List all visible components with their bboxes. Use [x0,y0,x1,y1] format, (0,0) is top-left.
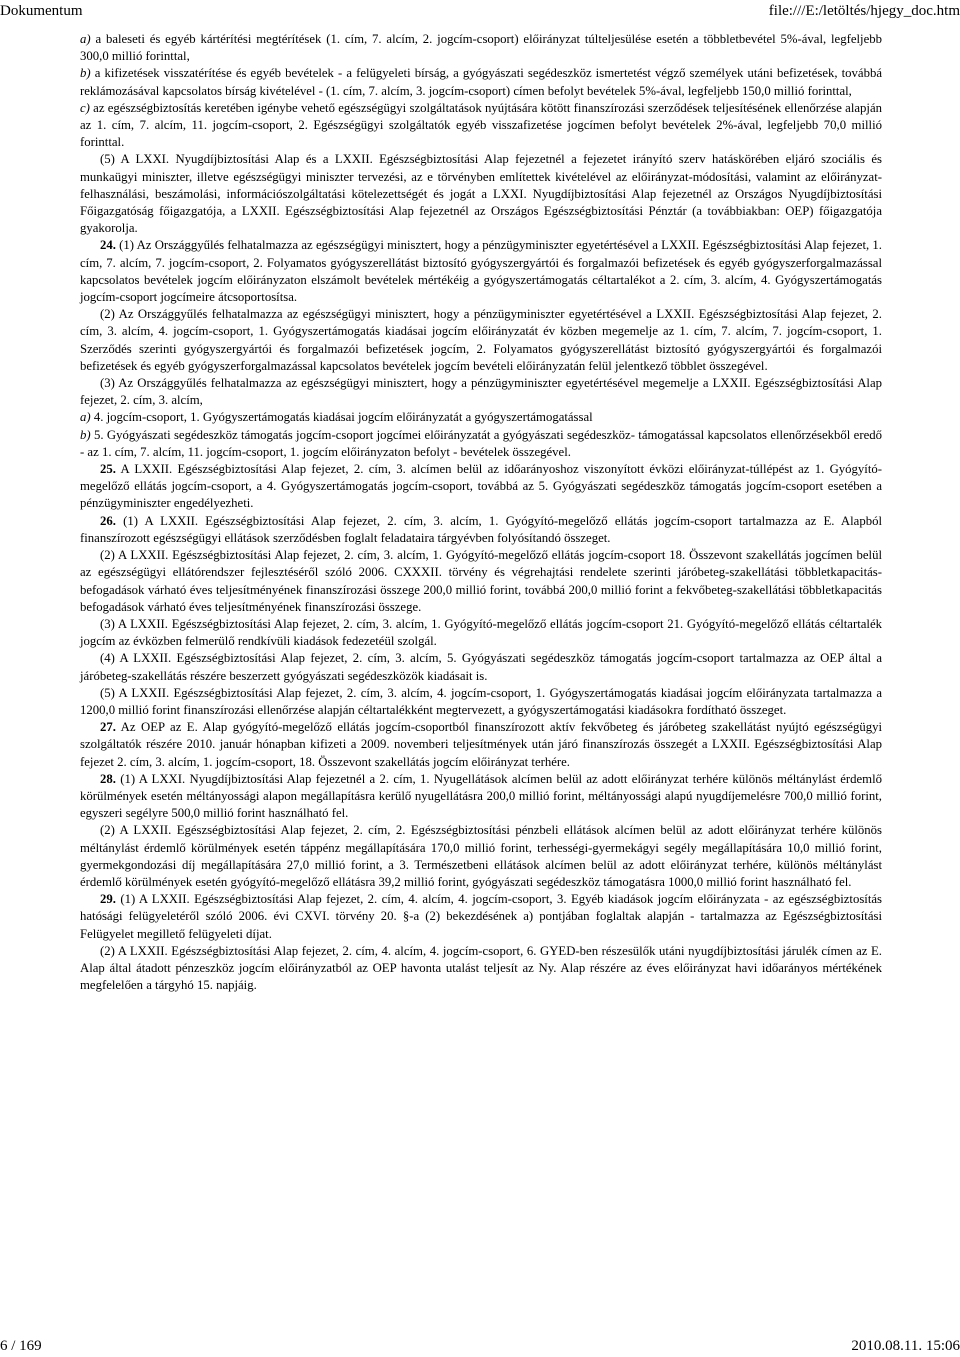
print-timestamp: 2010.08.11. 15:06 [851,1338,960,1354]
item-letter: b) [80,66,91,81]
section-paragraph: 25. A LXXII. Egészségbiztosítási Alap fejezet, 2. cím, 3. alcímen belül az időarányoshoz viszonyított évközi előirányzat-túllépést az 1. Gyógyító-megelőző ellátás jogcím-csoport, a 4. Gyógyszertámogatás jogcím-csoport, továbbá az 5. Gyógyászati segédeszköz támogatás jogcím-csoport esetében a pénzügyminiszter engedélyezheti. [80,462,882,511]
item-letter: a) [80,410,91,425]
document-body [80,31,882,994]
section-paragraph: 26. (1) A LXXII. Egészségbiztosítási Alap fejezet, 2. cím, 3. alcím, 1. Gyógyító-megelőző ellátás jogcím-csoport tartalmazza az E. Alapból finanszírozott egészségügyi ellátások szerződésben foglalt feladataira tárgyévben folyósítandó összeget. [80,513,882,545]
paragraph: c) az egészségbiztosítás keretében igénybe vehető egészségügyi szolgáltatások nyújtására kötött finanszírozási szerződések teljesítésének ellenőrzése alapján az 1. cím, 7. alcím, 11. jogcím-csoport, 2. Egészségügyi szolgáltatók egyéb visszafizetése jogcímen befolyt bevételek 2%-ával, legfeljebb 70,0 millió forinttal. [80,100,882,150]
section-number: 26. [100,513,116,528]
paragraph: (5) A LXXII. Egészségbiztosítási Alap fejezet, 2. cím, 3. alcím, 4. jogcím-csoport, 1. Gyógyszertámogatás kiadásai jogcím előirányzata tartalmazza a 1200,0 millió forint finanszírozási ellenőrzése alapján céltartalékként megtervezett, a gyógyszertámogatási kiadásokra fordítható összeget. [80,685,882,717]
paragraph: (2) Az Országgyűlés felhatalmazza az egészségügyi minisztert, hogy a pénzügyminiszter egyetértésével a LXXII. Egészségbiztosítási Alap fejezet, 2. cím, 3. alcím, 4. jogcím-csoport, 1. Gyógyszertámogatás kiadásai jogcím előirányzatát év közben megemelje az 1. cím, 7. alcím, 7. jogcím-csoport, 1. Szerződés szerinti gyógyszergyártói és forgalmazói befizetések jogcím, 2. Folyamatos gyógyszerellátást biztosító gyógyszergyártói és forgalmazói befizetések és egyéb gyógyszerforgalmazással kapcsolatos bevételek jogcím bevételi előirányzatán felül jelentkező többlet összegével. [80,307,882,373]
item-letter: c) [80,100,90,115]
paragraph: a) a baleseti és egyéb kártérítési megtérítések (1. cím, 7. alcím, 2. jogcím-csoport) előirányzat túlteljesülése esetén a többletbevétel 5%-ával, legfeljebb 300,0 millió forinttal, [80,32,882,64]
section-number: 29. [100,892,116,907]
page-counter: 6 / 169 [0,1338,42,1354]
section-number: 28. [100,771,116,786]
paragraph: (5) A LXXI. Nyugdíjbiztosítási Alap és a LXXII. Egészségbiztosítási Alap fejezetnél a fejezetet irányító szerv hatáskörében eljáró szociális és munkaügyi miniszter, illetve egészségügyi miniszter tervezési, az e törvényben említettek kivételével az előirányzat-módosítási, valamint az előirányzat-felhasználási, beszámolási, információszolgáltatási kötelezettségét és jogát a LXXI. Nyugdíjbiztosítási Alap fejezetnél az Országos Nyugdíjbiztosítási Főigazgatóság főigazgatója, a LXXII. Egészségbiztosítási Alap fejezetnél az Országos Egészségbiztosítási Pénztár (a továbbiakban: OEP) főigazgatója gyakorolja. [80,152,882,236]
item-letter: b) [80,427,91,442]
section-number: 27. [100,720,116,735]
paragraph: b) a kifizetések visszatérítése és egyéb bevételek - a felügyeleti bírság, a gyógyászati segédeszköz ismertetést végző személyek utáni befizetések, továbbá reklámozásával kapcsolatos bírság kivételével - (1. cím, 7. alcím, 3. jogcím-csoport) címen befolyt bevételek 5%-ával, legfeljebb 150,0 millió forinttal, [80,66,882,98]
document-label: Dokumentum [0,3,83,19]
browser-print-footer [0,1336,960,1356]
file-path: file:///E:/letöltés/hjegy_doc.htm [768,3,960,19]
paragraph: (2) A LXXII. Egészségbiztosítási Alap fejezet, 2. cím, 2. Egészségbiztosítási pénzbeli ellátások alcímen belül az adott előirányzat terhére különös méltánylást érdemlő körülmények esetén táppénz megállapítására 170,0 millió forint, terhességi-gyermekágyi segély megállapítására 10,0 millió forint, gyermekgondozási díj megállapítására 27,0 millió forint, a 3. Természetbeni ellátások alcímen belül az adott előirányzat terhére, különös méltánylást érdemlő körülmények esetén gyógyító-megelőző ellátásra 39,2 millió forint, gyógyászati segédeszköz támogatásra 1000,0 millió forint használható fel. [80,823,882,889]
section-paragraph: 24. (1) Az Országgyűlés felhatalmazza az egészségügyi minisztert, hogy a pénzügyminiszter egyetértésével a LXXII. Egészségbiztosítási Alap fejezet, 1. cím, 7. alcím, 7. jogcím-csoport, 2. Folyamatos gyógyszerellátást biztosító gyógyszergyártói és forgalmazói befizetések és egyéb gyógyszerforgalmazással kapcsolatos bevételek jogcím előirányzaton elszámolt bevételek mértékéig a gyógyszertámogatás céltartalékot a 2. cím, 3. alcím, 4. Gyógyszertámogatás jogcím-csoport jogcímeire átcsoportosítsa. [80,238,882,305]
paragraph: (3) Az Országgyűlés felhatalmazza az egészségügyi minisztert, hogy a pénzügyminiszter egyetértésével megemelje a LXXII. Egészségbiztosítási Alap fejezet, 2. cím, 3. alcím, [80,376,882,408]
section-paragraph: 29. (1) A LXXII. Egészségbiztosítási Alap fejezet, 2. cím, 4. alcím, 4. jogcím-csoport, 3. Egyéb kiadások jogcím előirányzata - az egészségbiztosítás hatósági felügyeletéről szóló 2006. évi CXVI. törvény 20. §-a (2) bekezdésének a) pontjában foglaltak alapján - tartalmazza az Egészségbiztosítási Felügyelet megillető felügyeleti díjat. [80,892,882,941]
section-paragraph: 28. (1) A LXXI. Nyugdíjbiztosítási Alap fejezetnél a 2. cím, 1. Nyugellátások alcímen belül az adott előirányzat terhére különös méltánylást érdemlő körülmények esetén méltányossági alapon megállapításra kerülő nyugellátásra 200,0 millió forint, méltányossági alapú nyugdíjemelésre 700,0 millió forint, egyszeri segélyre 500,0 millió forint használható fel. [80,771,882,821]
section-number: 24. [100,238,116,253]
section-number: 25. [100,462,116,477]
section-paragraph: 27. Az OEP az E. Alap gyógyító-megelőző ellátás jogcím-csoportból finanszírozott aktív fekvőbeteg és járóbeteg szakellátást nyújtó egészségügyi szolgáltatók részére 2010. január hónapban kifizeti a 2009. novemberi teljesítmények után járó finanszírozás összegét a LXXII. Egészségbiztosítási Alap fejezet 2. cím, 3. alcím, 1. jogcím-csoport, 18. Összevont szakellátás jogcím előirányzat terhére. [80,720,882,769]
browser-print-header [0,0,960,22]
paragraph: (2) A LXXII. Egészségbiztosítási Alap fejezet, 2. cím, 3. alcím, 1. Gyógyító-megelőző ellátás jogcím-csoport 18. Összevont szakellátás jogcímen belül az egészségügyi ellátórendszer fejlesztéséről szóló 2006. CXXXII. törvény és végrehajtási rendelete szerinti járóbeteg-szakellátási többletkapacitás-befogadások várható éves teljesítményének finanszírozási összege 200,0 millió forint, továbbá 200,0 millió forint a fekvőbeteg-szakellátási többletkapacitás befogadások várható éves teljesítményének finanszírozási összege. [80,548,882,614]
paragraph: (3) A LXXII. Egészségbiztosítási Alap fejezet, 2. cím, 3. alcím, 1. Gyógyító-megelőző ellátás jogcím-csoport 21. Gyógyító-megelőző ellátás céltartalék jogcím az évközben felmerülő rendkívüli kiadások fedezetéül szolgál. [80,616,882,649]
paragraph: a) 4. jogcím-csoport, 1. Gyógyszertámogatás kiadásai jogcím előirányzatát a gyógyszertámogatással [80,410,593,425]
item-letter: a) [80,32,91,46]
paragraph: (4) A LXXII. Egészségbiztosítási Alap fejezet, 2. cím, 3. alcím, 5. Gyógyászati segédeszköz támogatás jogcím-csoport tartalmazza az OEP által a járóbeteg-szakellátás részére beszerzett gyógyászati segédeszközök kiadásait is. [80,651,882,683]
paragraph: (2) A LXXII. Egészségbiztosítási Alap fejezet, 2. cím, 4. alcím, 4. jogcím-csoport, 6. GYED-ben részesülők utáni nyugdíjbiztosítási járulék címen az E. Alap által átadott pénzeszköz jogcím előirányzatból az OEP havonta utalást teljesít az Ny. Alap részére az éves előirányzat havi időarányos mértékének megfelelően a tárgyhó 15. napjáig. [80,943,882,993]
paragraph: b) 5. Gyógyászati segédeszköz támogatás jogcím-csoport jogcímei előirányzatát a gyógyászati segédeszköz- támogatással kapcsolatos ellenőrzésekből eredő - az 1. cím, 7. alcím, 11. jogcím-csoport, 1. jogcím előirányzaton befolyt - bevételek összegével. [80,427,882,459]
